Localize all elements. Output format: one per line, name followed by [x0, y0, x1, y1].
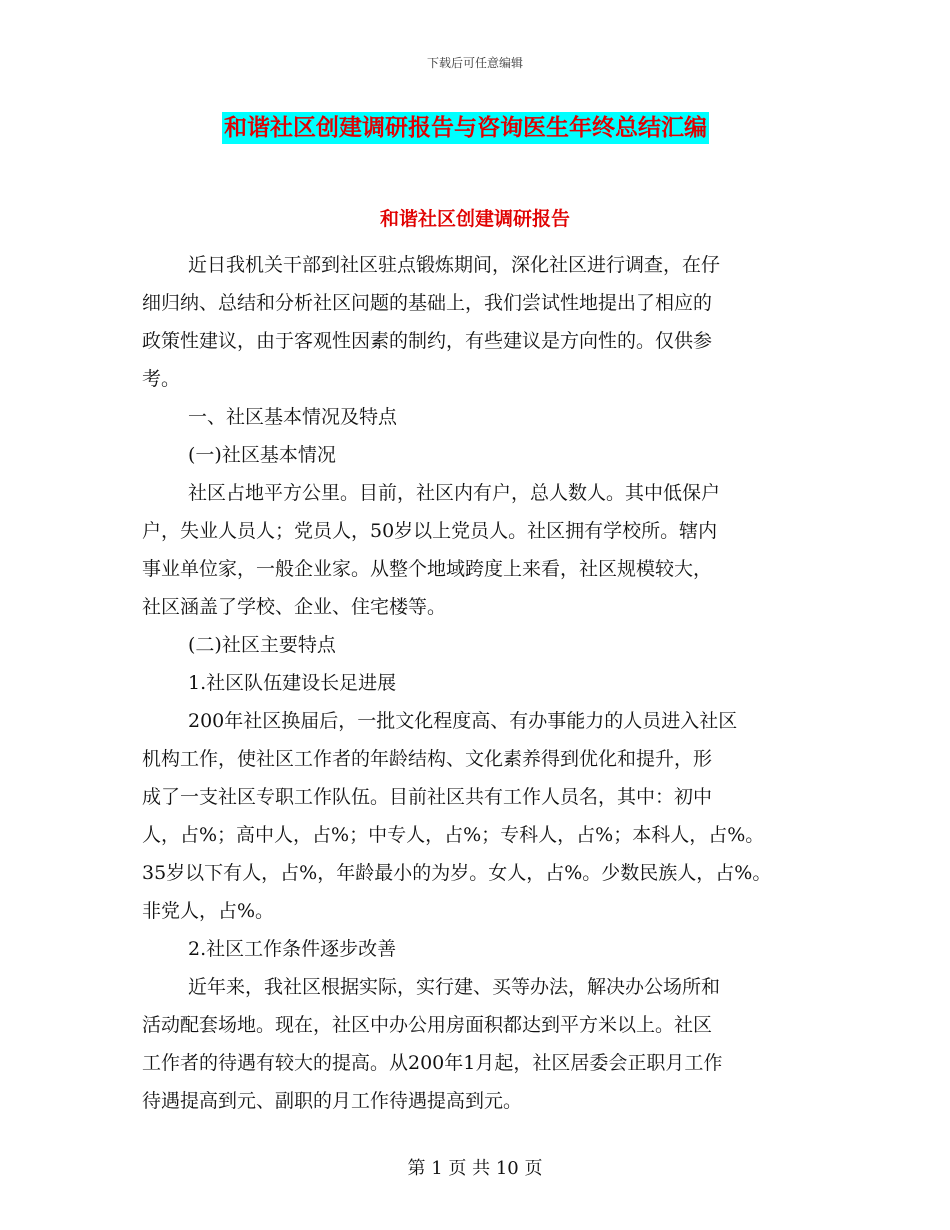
page-footer: 第 1 页 共 10 页 [407, 1158, 543, 1179]
heading-level-3 [142, 930, 822, 968]
text-line: 200年社区换届后，一批文化程度高、有办事能力的人员进入社区 [188, 710, 738, 732]
text-line: 户，失业人员人；党员人，50岁以上党员人。社区拥有学校所。辖内 [142, 520, 718, 542]
text-line: 社区占地平方公里。目前，社区内有户，总人数人。其中低保户 [188, 482, 721, 504]
text-line: 人，占%；高中人，占%；中专人，占%；专科人，占%；本科人，占%。 [142, 824, 765, 846]
header-note: 下载后可任意编辑 [426, 56, 523, 70]
text-line: 1.社区队伍建设长足进展 [188, 672, 397, 694]
paragraph-conditions [142, 968, 822, 1120]
text-line: 事业单位家，一般企业家。从整个地域跨度上来看，社区规模较大， [142, 558, 713, 580]
paragraph-basic-info [142, 474, 822, 626]
heading-level-2 [142, 626, 822, 664]
text-line: 活动配套场地。现在，社区中办公用房面积都达到平方米以上。社区 [142, 1014, 713, 1036]
text-line: (二)社区主要特点 [188, 634, 336, 656]
text-line: 近日我机关干部到社区驻点锻炼期间，深化社区进行调查，在仔 [188, 254, 721, 276]
paragraph-team [142, 702, 822, 930]
text-line: 35岁以下有人，占%，年龄最小的为岁。女人，占%。少数民族人，占%。 [142, 862, 772, 884]
heading-level-1 [142, 398, 822, 436]
text-line: 考。 [142, 368, 181, 390]
text-line: 近年来，我社区根据实际，实行建、买等办法，解决办公场所和 [188, 976, 721, 998]
text-line: 社区涵盖了学校、企业、住宅楼等。 [142, 596, 447, 618]
text-line: 细归纳、总结和分析社区问题的基础上，我们尝试性地提出了相应的 [142, 292, 713, 314]
section-title: 和谐社区创建调研报告 [379, 208, 570, 230]
text-line: 一、社区基本情况及特点 [188, 406, 398, 428]
heading-level-2 [142, 436, 822, 474]
text-line: 政策性建议，由于客观性因素的制约，有些建议是方向性的。仅供参 [142, 330, 713, 352]
text-line: 待遇提高到元、副职的月工作待遇提高到元。 [142, 1090, 523, 1112]
text-line: (一)社区基本情况 [188, 444, 336, 466]
document-title: 和谐社区创建调研报告与咨询医生年终总结汇编 [222, 112, 709, 144]
heading-level-3 [142, 664, 822, 702]
paragraph-intro [142, 246, 822, 398]
text-line: 机构工作，使社区工作者的年龄结构、文化素养得到优化和提升，形 [142, 748, 713, 770]
document-body [142, 246, 822, 1120]
text-line: 非党人，占%。 [142, 900, 275, 922]
text-line: 2.社区工作条件逐步改善 [188, 938, 397, 960]
text-line: 成了一支社区专职工作队伍。目前社区共有工作人员名，其中：初中 [142, 786, 713, 808]
text-line: 工作者的待遇有较大的提高。从200年1月起，社区居委会正职月工作 [142, 1052, 723, 1074]
